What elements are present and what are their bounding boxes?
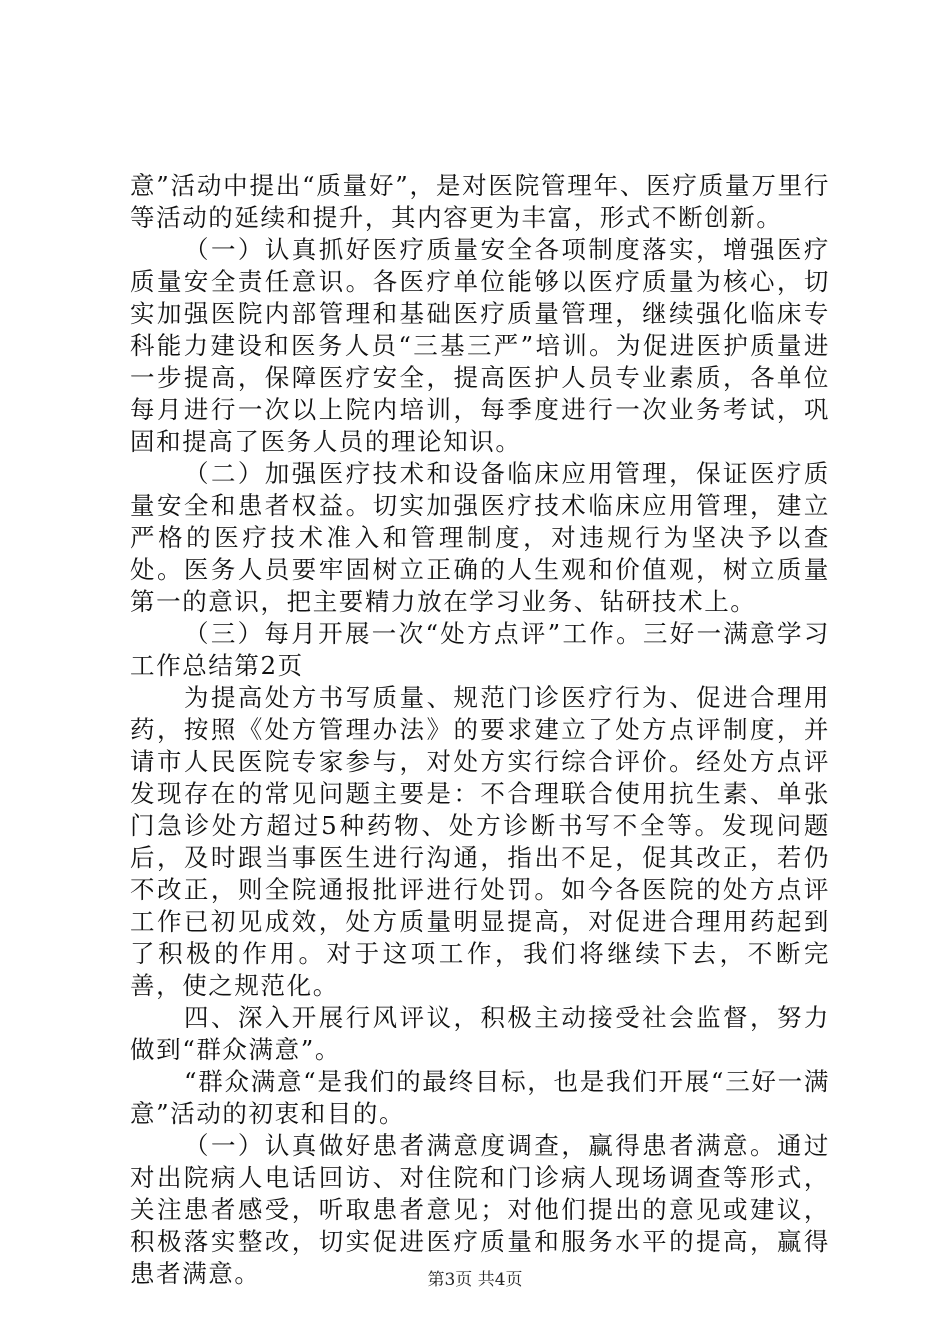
paragraph-1: 意”活动中提出“质量好”，是对医院管理年、医疗质量万里行等活动的延续和提升，其内容更为丰富，形式不断创新。 (130, 171, 830, 232)
paragraph-3: （二）加强医疗技术和设备临床应用管理，保证医疗质量安全和患者权益。切实加强医疗技术临床应用管理，建立严格的医疗技术准入和管理制度，对违规行为坚决予以查处。医务人员要牢固树立正确的人生观和价值观，树立质量第一的意识，把主要精力放在学习业务、钻研技术上。 (130, 459, 830, 616)
paragraph-6: 四、深入开展行风评议，积极主动接受社会监督，努力做到“群众满意”。 (130, 1003, 830, 1064)
paragraph-2: （一）认真抓好医疗质量安全各项制度落实，增强医疗质量安全责任意识。各医疗单位能够以医疗质量为核心，切实加强医院内部管理和基础医疗质量管理，继续强化临床专科能力建设和医务人员“三基三严”培训。为促进医护质量进一步提高，保障医疗安全，提高医护人员专业素质，各单位每月进行一次以上院内培训，每季度进行一次业务考试，巩固和提高了医务人员的理论知识。 (130, 235, 830, 456)
paragraph-4: （三）每月开展一次“处方点评”工作。三好一满意学习工作总结第2页 (130, 619, 830, 680)
paragraph-7: “群众满意“是我们的最终目标，也是我们开展“三好一满意”活动的初衷和目的。 (130, 1067, 830, 1128)
page-footer: 第3页 共4页 (427, 1270, 523, 1290)
paragraph-8: （一）认真做好患者满意度调查，赢得患者满意。通过对出院病人电话回访、对住院和门诊病人现场调查等形式，关注患者感受，听取患者意见；对他们提出的意见或建议，积极落实整改，切实促进医疗质量和服务水平的提高，赢得患者满意。 (130, 1131, 830, 1288)
document-body (130, 170, 830, 1290)
paragraph-5: 为提高处方书写质量、规范门诊医疗行为、促进合理用药，按照《处方管理办法》的要求建立了处方点评制度，并请市人民医院专家参与，对处方实行综合评价。经处方点评发现存在的常见问题主要是：不合理联合使用抗生素、单张门急诊处方超过5种药物、处方诊断书写不全等。发现问题后，及时跟当事医生进行沟通，指出不足，促其改正，若仍不改正，则全院通报批评进行处罚。如今各医院的处方点评工作已初见成效，处方质量明显提高，对促进合理用药起到了积极的作用。对于这项工作，我们将继续下去，不断完善，使之规范化。 (130, 683, 830, 1000)
